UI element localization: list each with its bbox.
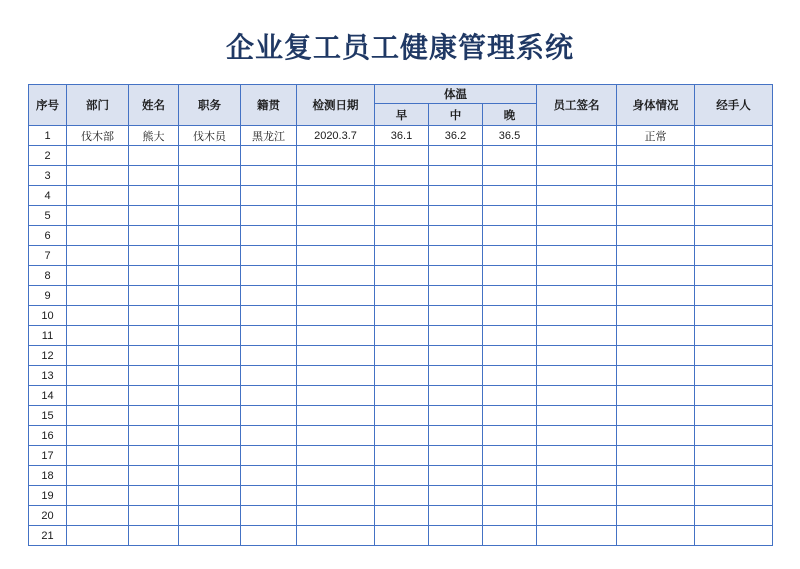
cell-name[interactable] xyxy=(129,186,179,206)
cell-department[interactable] xyxy=(67,366,129,386)
cell-position[interactable] xyxy=(179,226,241,246)
cell-index: 16 xyxy=(29,426,67,446)
cell-name[interactable] xyxy=(129,246,179,266)
cell-department[interactable] xyxy=(67,186,129,206)
cell-index: 4 xyxy=(29,186,67,206)
cell-handler[interactable] xyxy=(695,506,773,526)
cell-position[interactable] xyxy=(179,346,241,366)
cell-origin[interactable] xyxy=(241,146,297,166)
cell-evening[interactable] xyxy=(483,426,537,446)
cell-origin[interactable] xyxy=(241,506,297,526)
cell-signature[interactable] xyxy=(537,506,617,526)
cell-origin[interactable] xyxy=(241,366,297,386)
cell-morning[interactable] xyxy=(375,306,429,326)
table-row[interactable] xyxy=(29,266,773,286)
cell-name[interactable] xyxy=(129,346,179,366)
table-row[interactable] xyxy=(29,486,773,506)
cell-evening[interactable] xyxy=(483,406,537,426)
cell-evening[interactable]: 36.5 xyxy=(483,126,537,146)
cell-index: 21 xyxy=(29,526,67,546)
table-row[interactable] xyxy=(29,426,773,446)
cell-index: 15 xyxy=(29,406,67,426)
cell-position[interactable] xyxy=(179,246,241,266)
document-page xyxy=(0,26,800,569)
cell-position[interactable] xyxy=(179,186,241,206)
col-header-origin: 籍贯 xyxy=(241,85,297,126)
col-header-morning: 早 xyxy=(375,104,429,126)
cell-origin[interactable] xyxy=(241,226,297,246)
cell-origin[interactable] xyxy=(241,306,297,326)
table-header xyxy=(29,85,773,126)
cell-body-condition[interactable] xyxy=(617,466,695,486)
cell-check-date[interactable] xyxy=(297,386,375,406)
cell-morning[interactable]: 36.1 xyxy=(375,126,429,146)
cell-position[interactable] xyxy=(179,366,241,386)
cell-name[interactable] xyxy=(129,306,179,326)
cell-origin[interactable] xyxy=(241,346,297,366)
cell-noon[interactable] xyxy=(429,266,483,286)
cell-origin[interactable] xyxy=(241,466,297,486)
cell-department[interactable] xyxy=(67,206,129,226)
cell-signature[interactable] xyxy=(537,466,617,486)
cell-origin[interactable] xyxy=(241,426,297,446)
cell-noon[interactable] xyxy=(429,506,483,526)
cell-name[interactable]: 熊大 xyxy=(129,126,179,146)
cell-handler[interactable] xyxy=(695,226,773,246)
col-header-noon: 中 xyxy=(429,104,483,126)
cell-check-date[interactable] xyxy=(297,246,375,266)
cell-origin[interactable] xyxy=(241,266,297,286)
cell-origin[interactable]: 黑龙江 xyxy=(241,126,297,146)
cell-check-date[interactable] xyxy=(297,326,375,346)
cell-evening[interactable] xyxy=(483,326,537,346)
cell-index: 2 xyxy=(29,146,67,166)
cell-noon[interactable] xyxy=(429,446,483,466)
cell-position[interactable]: 伐木员 xyxy=(179,126,241,146)
header-row-top xyxy=(29,85,773,104)
cell-noon[interactable] xyxy=(429,426,483,446)
cell-name[interactable] xyxy=(129,146,179,166)
cell-position[interactable] xyxy=(179,206,241,226)
cell-index: 6 xyxy=(29,226,67,246)
cell-signature[interactable] xyxy=(537,326,617,346)
cell-noon[interactable] xyxy=(429,366,483,386)
cell-check-date[interactable] xyxy=(297,266,375,286)
table-row[interactable] xyxy=(29,226,773,246)
cell-morning[interactable] xyxy=(375,206,429,226)
cell-evening[interactable] xyxy=(483,226,537,246)
cell-morning[interactable] xyxy=(375,406,429,426)
cell-body-condition[interactable] xyxy=(617,146,695,166)
cell-morning[interactable] xyxy=(375,486,429,506)
cell-evening[interactable] xyxy=(483,346,537,366)
cell-index: 7 xyxy=(29,246,67,266)
cell-check-date[interactable] xyxy=(297,146,375,166)
cell-origin[interactable] xyxy=(241,446,297,466)
cell-signature[interactable] xyxy=(537,186,617,206)
cell-position[interactable] xyxy=(179,486,241,506)
cell-evening[interactable] xyxy=(483,266,537,286)
cell-morning[interactable] xyxy=(375,246,429,266)
cell-index: 13 xyxy=(29,366,67,386)
cell-noon[interactable] xyxy=(429,146,483,166)
cell-department[interactable] xyxy=(67,386,129,406)
cell-body-condition[interactable] xyxy=(617,166,695,186)
cell-body-condition[interactable] xyxy=(617,366,695,386)
cell-index: 1 xyxy=(29,126,67,146)
cell-check-date[interactable] xyxy=(297,506,375,526)
cell-index: 14 xyxy=(29,386,67,406)
cell-department[interactable] xyxy=(67,406,129,426)
table-row[interactable] xyxy=(29,166,773,186)
cell-handler[interactable] xyxy=(695,126,773,146)
cell-morning[interactable] xyxy=(375,466,429,486)
table-row[interactable] xyxy=(29,446,773,466)
cell-position[interactable] xyxy=(179,426,241,446)
cell-noon[interactable] xyxy=(429,246,483,266)
cell-noon[interactable] xyxy=(429,326,483,346)
cell-body-condition[interactable] xyxy=(617,446,695,466)
health-record-table xyxy=(28,84,773,546)
cell-noon[interactable] xyxy=(429,226,483,246)
cell-evening[interactable] xyxy=(483,146,537,166)
table-row[interactable] xyxy=(29,126,773,146)
cell-department[interactable] xyxy=(67,166,129,186)
cell-body-condition[interactable] xyxy=(617,486,695,506)
cell-origin[interactable] xyxy=(241,166,297,186)
cell-body-condition[interactable] xyxy=(617,346,695,366)
cell-evening[interactable] xyxy=(483,506,537,526)
col-header-check-date: 检测日期 xyxy=(297,85,375,126)
cell-signature[interactable] xyxy=(537,426,617,446)
cell-department[interactable] xyxy=(67,506,129,526)
cell-handler[interactable] xyxy=(695,386,773,406)
cell-evening[interactable] xyxy=(483,286,537,306)
cell-noon[interactable] xyxy=(429,346,483,366)
cell-index: 10 xyxy=(29,306,67,326)
cell-origin[interactable] xyxy=(241,286,297,306)
cell-evening[interactable] xyxy=(483,446,537,466)
cell-handler[interactable] xyxy=(695,166,773,186)
cell-handler[interactable] xyxy=(695,446,773,466)
cell-morning[interactable] xyxy=(375,266,429,286)
cell-position[interactable] xyxy=(179,406,241,426)
cell-index: 9 xyxy=(29,286,67,306)
cell-department[interactable] xyxy=(67,246,129,266)
table-row[interactable] xyxy=(29,386,773,406)
cell-position[interactable] xyxy=(179,466,241,486)
cell-position[interactable] xyxy=(179,286,241,306)
col-header-handler: 经手人 xyxy=(695,85,773,126)
cell-department[interactable] xyxy=(67,446,129,466)
cell-check-date[interactable] xyxy=(297,466,375,486)
col-header-temperature-group: 体温 xyxy=(375,85,537,104)
cell-morning[interactable] xyxy=(375,346,429,366)
cell-body-condition[interactable] xyxy=(617,386,695,406)
cell-position[interactable] xyxy=(179,166,241,186)
cell-signature[interactable] xyxy=(537,486,617,506)
cell-handler[interactable] xyxy=(695,486,773,506)
cell-morning[interactable] xyxy=(375,446,429,466)
cell-check-date[interactable]: 2020.3.7 xyxy=(297,126,375,146)
cell-index: 17 xyxy=(29,446,67,466)
cell-check-date[interactable] xyxy=(297,366,375,386)
cell-name[interactable] xyxy=(129,226,179,246)
cell-name[interactable] xyxy=(129,486,179,506)
cell-signature[interactable] xyxy=(537,446,617,466)
table-row[interactable] xyxy=(29,206,773,226)
cell-noon[interactable] xyxy=(429,166,483,186)
cell-index: 12 xyxy=(29,346,67,366)
table-body xyxy=(29,126,773,546)
table-container xyxy=(0,84,800,546)
cell-check-date[interactable] xyxy=(297,306,375,326)
cell-name[interactable] xyxy=(129,506,179,526)
cell-signature[interactable] xyxy=(537,146,617,166)
cell-signature[interactable] xyxy=(537,166,617,186)
table-row[interactable] xyxy=(29,326,773,346)
cell-noon[interactable] xyxy=(429,406,483,426)
cell-check-date[interactable] xyxy=(297,286,375,306)
cell-morning[interactable] xyxy=(375,186,429,206)
cell-handler[interactable] xyxy=(695,366,773,386)
cell-position[interactable] xyxy=(179,446,241,466)
cell-index: 3 xyxy=(29,166,67,186)
cell-index: 20 xyxy=(29,506,67,526)
cell-noon[interactable] xyxy=(429,306,483,326)
cell-check-date[interactable] xyxy=(297,206,375,226)
cell-body-condition[interactable] xyxy=(617,406,695,426)
table-row[interactable] xyxy=(29,506,773,526)
cell-department[interactable] xyxy=(67,146,129,166)
cell-signature[interactable] xyxy=(537,366,617,386)
page-title: 企业复工员工健康管理系统 xyxy=(225,31,574,64)
cell-index: 11 xyxy=(29,326,67,346)
table-row[interactable] xyxy=(29,406,773,426)
cell-handler[interactable] xyxy=(695,346,773,366)
cell-position[interactable] xyxy=(179,306,241,326)
table-row[interactable] xyxy=(29,466,773,486)
cell-department[interactable]: 伐木部 xyxy=(67,126,129,146)
cell-department[interactable] xyxy=(67,226,129,246)
cell-body-condition[interactable] xyxy=(617,306,695,326)
cell-name[interactable] xyxy=(129,286,179,306)
cell-name[interactable] xyxy=(129,406,179,426)
cell-morning[interactable] xyxy=(375,506,429,526)
cell-evening[interactable] xyxy=(483,166,537,186)
cell-name[interactable] xyxy=(129,426,179,446)
cell-morning[interactable] xyxy=(375,286,429,306)
cell-body-condition[interactable] xyxy=(617,186,695,206)
cell-noon[interactable] xyxy=(429,206,483,226)
cell-origin[interactable] xyxy=(241,326,297,346)
cell-handler[interactable] xyxy=(695,246,773,266)
cell-morning[interactable] xyxy=(375,426,429,446)
cell-name[interactable] xyxy=(129,326,179,346)
cell-name[interactable] xyxy=(129,366,179,386)
cell-handler[interactable] xyxy=(695,146,773,166)
table-row[interactable] xyxy=(29,246,773,266)
cell-body-condition[interactable]: 正常 xyxy=(617,126,695,146)
cell-handler[interactable] xyxy=(695,186,773,206)
cell-handler[interactable] xyxy=(695,406,773,426)
cell-name[interactable] xyxy=(129,266,179,286)
table-row[interactable] xyxy=(29,146,773,166)
cell-evening[interactable] xyxy=(483,366,537,386)
cell-body-condition[interactable] xyxy=(617,206,695,226)
cell-signature[interactable] xyxy=(537,126,617,146)
cell-department[interactable] xyxy=(67,266,129,286)
cell-check-date[interactable] xyxy=(297,486,375,506)
cell-department[interactable] xyxy=(67,426,129,446)
cell-index: 8 xyxy=(29,266,67,286)
cell-body-condition[interactable] xyxy=(617,246,695,266)
table-row[interactable] xyxy=(29,186,773,206)
table-row[interactable] xyxy=(29,346,773,366)
cell-handler[interactable] xyxy=(695,266,773,286)
cell-index: 18 xyxy=(29,466,67,486)
cell-check-date[interactable] xyxy=(297,446,375,466)
col-header-position: 职务 xyxy=(179,85,241,126)
cell-check-date[interactable] xyxy=(297,426,375,446)
cell-noon[interactable] xyxy=(429,466,483,486)
cell-noon[interactable] xyxy=(429,486,483,506)
cell-position[interactable] xyxy=(179,326,241,346)
cell-origin[interactable] xyxy=(241,206,297,226)
cell-handler[interactable] xyxy=(695,306,773,326)
cell-name[interactable] xyxy=(129,206,179,226)
cell-check-date[interactable] xyxy=(297,226,375,246)
cell-department[interactable] xyxy=(67,326,129,346)
cell-handler[interactable] xyxy=(695,466,773,486)
cell-body-condition[interactable] xyxy=(617,266,695,286)
cell-signature[interactable] xyxy=(537,286,617,306)
cell-body-condition[interactable] xyxy=(617,226,695,246)
cell-signature[interactable] xyxy=(537,206,617,226)
cell-origin[interactable] xyxy=(241,406,297,426)
cell-position[interactable] xyxy=(179,506,241,526)
cell-noon[interactable] xyxy=(429,286,483,306)
cell-handler[interactable] xyxy=(695,286,773,306)
cell-handler[interactable] xyxy=(695,206,773,226)
table-row[interactable] xyxy=(29,366,773,386)
cell-check-date[interactable] xyxy=(297,186,375,206)
cell-morning[interactable] xyxy=(375,386,429,406)
col-header-body-condition: 身体情况 xyxy=(617,85,695,126)
cell-evening[interactable] xyxy=(483,206,537,226)
cell-origin[interactable] xyxy=(241,186,297,206)
cell-department[interactable] xyxy=(67,346,129,366)
cell-origin[interactable] xyxy=(241,246,297,266)
cell-check-date[interactable] xyxy=(297,406,375,426)
cell-name[interactable] xyxy=(129,166,179,186)
cell-handler[interactable] xyxy=(695,426,773,446)
cell-position[interactable] xyxy=(179,146,241,166)
cell-body-condition[interactable] xyxy=(617,506,695,526)
table-row[interactable] xyxy=(29,286,773,306)
cell-signature[interactable] xyxy=(537,226,617,246)
cell-name[interactable] xyxy=(129,386,179,406)
cell-morning[interactable] xyxy=(375,366,429,386)
cell-body-condition[interactable] xyxy=(617,426,695,446)
cell-morning[interactable] xyxy=(375,326,429,346)
cell-index: 19 xyxy=(29,486,67,506)
cell-morning[interactable] xyxy=(375,226,429,246)
table-row[interactable] xyxy=(29,306,773,326)
col-header-name: 姓名 xyxy=(129,85,179,126)
cell-position[interactable] xyxy=(179,386,241,406)
cell-origin[interactable] xyxy=(241,486,297,506)
cell-name[interactable] xyxy=(129,466,179,486)
col-header-signature: 员工签名 xyxy=(537,85,617,126)
cell-noon[interactable]: 36.2 xyxy=(429,126,483,146)
cell-signature[interactable] xyxy=(537,346,617,366)
cell-signature[interactable] xyxy=(537,406,617,426)
cell-department[interactable] xyxy=(67,486,129,506)
cell-name[interactable] xyxy=(129,446,179,466)
cell-signature[interactable] xyxy=(537,306,617,326)
cell-signature[interactable] xyxy=(537,266,617,286)
cell-evening[interactable] xyxy=(483,186,537,206)
cell-body-condition[interactable] xyxy=(617,286,695,306)
cell-noon[interactable] xyxy=(429,186,483,206)
cell-signature[interactable] xyxy=(537,246,617,266)
cell-noon[interactable] xyxy=(429,386,483,406)
col-header-department: 部门 xyxy=(67,85,129,126)
cell-evening[interactable] xyxy=(483,246,537,266)
cell-evening[interactable] xyxy=(483,306,537,326)
cell-department[interactable] xyxy=(67,466,129,486)
cell-body-condition[interactable] xyxy=(617,326,695,346)
cell-signature[interactable] xyxy=(537,386,617,406)
cell-position[interactable] xyxy=(179,266,241,286)
cell-morning[interactable] xyxy=(375,146,429,166)
cell-morning[interactable] xyxy=(375,166,429,186)
cell-department[interactable] xyxy=(67,286,129,306)
cell-evening[interactable] xyxy=(483,466,537,486)
cell-check-date[interactable] xyxy=(297,166,375,186)
cell-index: 5 xyxy=(29,206,67,226)
col-header-evening: 晚 xyxy=(483,104,537,126)
cell-evening[interactable] xyxy=(483,386,537,406)
cell-check-date[interactable] xyxy=(297,346,375,366)
cell-origin[interactable] xyxy=(241,386,297,406)
cell-evening[interactable] xyxy=(483,486,537,506)
cell-department[interactable] xyxy=(67,306,129,326)
col-header-index: 序号 xyxy=(29,85,67,126)
cell-handler[interactable] xyxy=(695,326,773,346)
